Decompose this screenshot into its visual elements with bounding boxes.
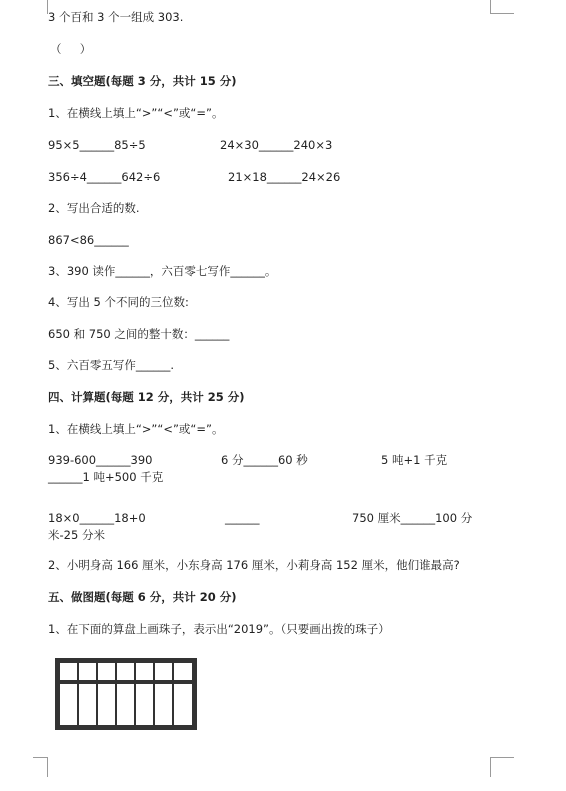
compare-item-6: 6 分______60 秒 xyxy=(221,453,308,467)
compare-item-1: 95×5______85÷5 xyxy=(48,138,146,152)
question-3-4-instruction: 4、写出 5 个不同的三位数: xyxy=(48,295,189,309)
section-3-heading: 三、填空题(每题 3 分，共计 15 分) xyxy=(48,74,237,88)
crop-mark-top-right-h xyxy=(490,13,514,14)
compare-item-10-start: 750 厘米______100 分 xyxy=(352,511,473,525)
abacus-rod xyxy=(172,663,174,725)
compare-item-9: ______ xyxy=(225,511,260,525)
compare-item-3: 356÷4______642÷6 xyxy=(48,170,161,184)
question-3-2-instruction: 2、写出合适的数. xyxy=(48,201,140,215)
question-3-5: 5、六百零五写作______. xyxy=(48,358,174,372)
question-4-2: 2、小明身高 166 厘米，小东身高 176 厘米，小莉身高 152 厘米，他们谁最高? xyxy=(48,558,460,572)
section-4-heading: 四、计算题(每题 12 分，共计 25 分) xyxy=(48,390,245,404)
crop-mark-bottom-left-h xyxy=(33,757,48,758)
question-3-2-item: 867<86______ xyxy=(48,233,129,247)
question-4-1-instruction: 1、在横线上填上“>”“<”或“=”。 xyxy=(48,422,224,436)
statement-303: 3 个百和 3 个一组成 303. xyxy=(48,10,184,24)
abacus-rod xyxy=(96,663,98,725)
abacus-rod xyxy=(77,663,79,725)
abacus-rod xyxy=(115,663,117,725)
section-5-heading: 五、做图题(每题 6 分，共计 20 分) xyxy=(48,590,237,604)
compare-item-5: 939-600______390 xyxy=(48,453,153,467)
question-3-1-instruction: 1、在横线上填上“>”“<”或“=”。 xyxy=(48,106,224,120)
compare-item-10-end: 米-25 分米 xyxy=(48,528,105,542)
crop-mark-top-right-v xyxy=(490,0,491,14)
question-5-1-instruction: 1、在下面的算盘上画珠子，表示出“2019”。（只要画出拨的珠子） xyxy=(48,622,390,636)
abacus-rod xyxy=(134,663,136,725)
abacus-figure xyxy=(55,658,197,730)
answer-parentheses: （ ） xyxy=(50,42,92,56)
compare-item-7-start: 5 吨+1 千克 xyxy=(381,453,448,467)
crop-mark-bottom-right-v xyxy=(490,757,491,777)
abacus-rod xyxy=(153,663,155,725)
crop-mark-bottom-left-v xyxy=(47,757,48,777)
compare-item-4: 21×18______24×26 xyxy=(228,170,341,184)
compare-item-8: 18×0______18+0 xyxy=(48,511,146,525)
compare-item-7-end: ______1 吨+500 千克 xyxy=(48,470,164,484)
crop-mark-bottom-right-h xyxy=(490,757,514,758)
compare-item-2: 24×30______240×3 xyxy=(220,138,333,152)
question-3-3: 3、390 读作______，六百零七写作______。 xyxy=(48,264,277,278)
question-3-4-item: 650 和 750 之间的整十数：______ xyxy=(48,327,230,341)
